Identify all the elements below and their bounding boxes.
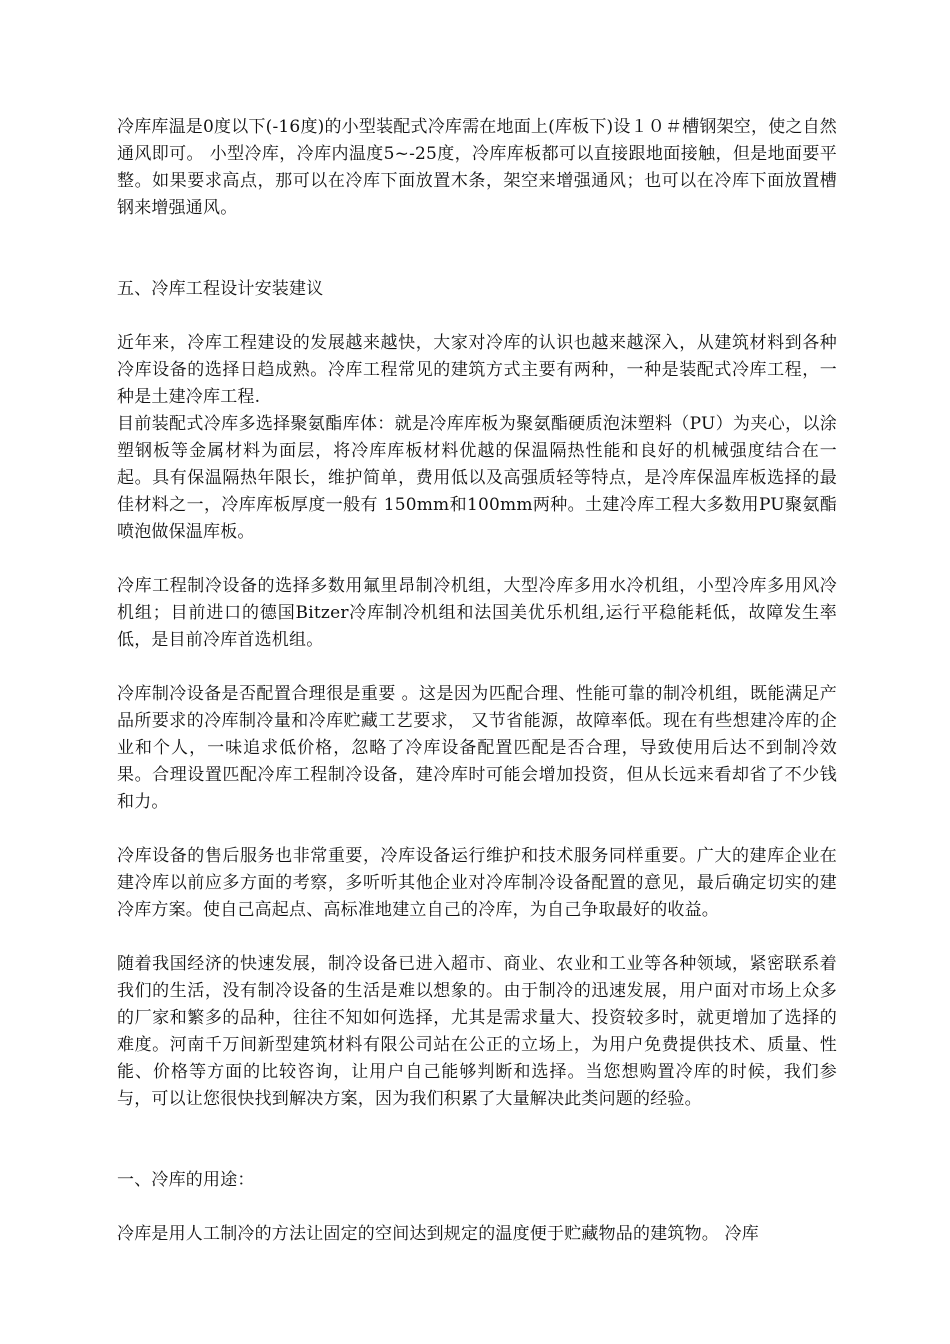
- document-page: [117, 114, 837, 1248]
- spacer: [117, 222, 837, 276]
- spacer: [117, 924, 837, 951]
- paragraph-panel-material: 目前装配式冷库多选择聚氨酯库体：就是冷库库板为聚氨酯硬质泡沫塑料（PU）为夹心，以涂塑钢板等金属材料为面层，将冷库库板材料优越的保温隔热性能和良好的机械强度结合在一起。具有保温隔热年限长，维护简单，费用低以及高强质轻等特点，是冷库保温库板选择的最佳材料之一，冷库库板厚度一般有 150mm和100mm两种。土建冷库工程大多数用PU聚氨酯喷泡做保温库板。: [117, 414, 837, 542]
- spacer: [117, 654, 837, 681]
- paragraph-construction-methods: 近年来，冷库工程建设的发展越来越快，大家对冷库的认识也越来越深入，从建筑材料到各种冷库设备的选择日趋成熟。冷库工程常见的建筑方式主要有两种，一种是装配式冷库工程，一种是土建冷库工程.: [117, 333, 837, 407]
- paragraph-cold-storage-definition: 冷库是用人工制冷的方法让固定的空间达到规定的温度便于贮藏物品的建筑物。 冷库: [117, 1224, 760, 1244]
- paragraph-company-consulting: 随着我国经济的快速发展，制冷设备已进入超市、商业、农业和工业等各种领域，紧密联系着我们的生活，没有制冷设备的生活是难以想象的。由于制冷的迅速发展，用户面对市场上众多的厂家和繁多的品种，往往不知如何选择，尤其是需求量大、投资较多时，就更增加了选择的难度。河南千万间新型建筑材料有限公司站在公正的立场上，为用户免费提供技术、质量、性能、价格等方面的比较咨询，让用户自己能够判断和选择。当您想购置冷库的时候，我们参与，可以让您很快找到解决方案，因为我们积累了大量解决此类问题的经验。: [117, 954, 837, 1109]
- paragraph-after-sales-service: 冷库设备的售后服务也非常重要，冷库设备运行维护和技术服务同样重要。广大的建库企业在建冷库以前应多方面的考察，多听听其他企业对冷库制冷设备配置的意见，最后确定切实的建冷库方案。使自己高起点、高标准地建立自己的冷库，为自己争取最好的收益。: [117, 846, 837, 920]
- section-heading-design-advice: 五、冷库工程设计安装建议: [117, 279, 324, 299]
- paragraph-equipment-configuration: 冷库制冷设备是否配置合理很是重要 。这是因为匹配合理、性能可靠的制冷机组，既能满足产品所要求的冷库制冷量和冷库贮藏工艺要求， 又节省能源，故障率低。现在有些想建冷库的企业和个人，一味追求低价格，忽略了冷库设备配置匹配是否合理，导致使用后达不到制冷效果。合理设置匹配冷库工程制冷设备，建冷库时可能会增加投资，但从长远来看却省了不少钱和力。: [117, 684, 837, 812]
- paragraph-refrigeration-units: 冷库工程制冷设备的选择多数用氟里昂制冷机组，大型冷库多用水冷机组，小型冷库多用风冷机组；目前进口的德国Bitzer冷库制冷机组和法国美优乐机组,运行平稳能耗低，故障发生率低，是目前冷库首选机组。: [117, 576, 837, 650]
- spacer: [117, 1194, 837, 1221]
- spacer: [117, 303, 837, 330]
- section-heading-cold-storage-uses: 一、冷库的用途：: [117, 1170, 255, 1190]
- spacer: [117, 546, 837, 573]
- spacer: [117, 1113, 837, 1167]
- spacer: [117, 816, 837, 843]
- paragraph-floor-ventilation: 冷库库温是0度以下(-16度)的小型装配式冷库需在地面上(库板下)设１０＃槽钢架空，使之自然通风即可。 小型冷库，冷库内温度5~-25度，冷库库板都可以直接跟地面接触，但是地面要平整。如果要求高点，那可以在冷库下面放置木条，架空来增强通风；也可以在冷库下面放置槽钢来增强通风。: [117, 117, 837, 218]
